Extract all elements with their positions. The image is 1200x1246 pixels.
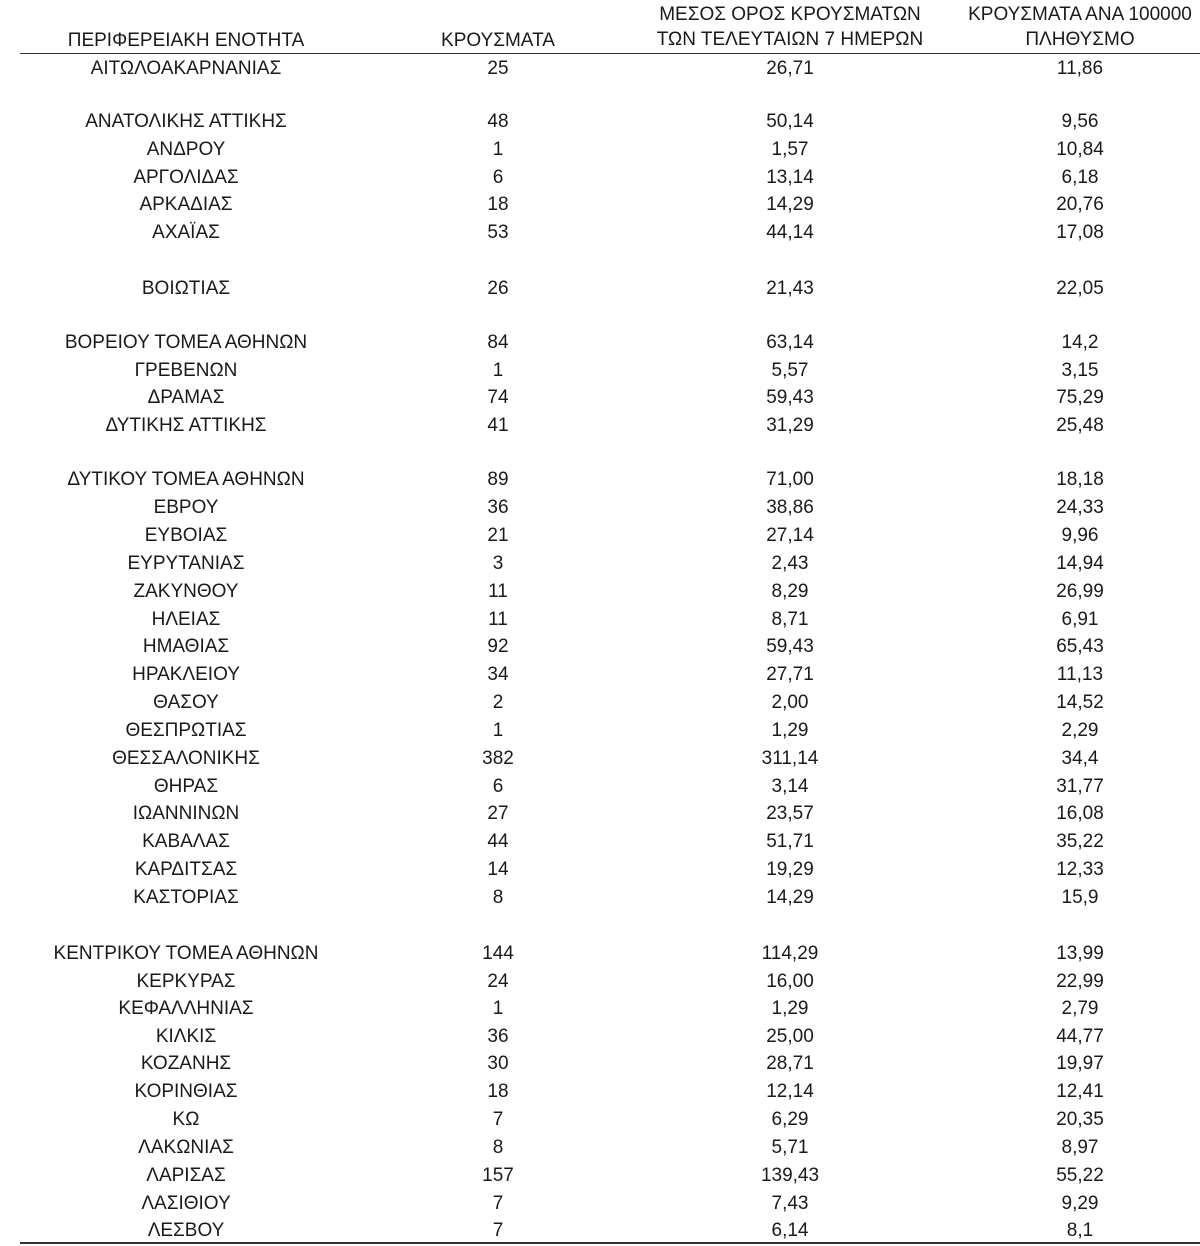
cases-cell: 7 — [492, 1109, 504, 1130]
table-row — [0, 1106, 1200, 1134]
table-row — [0, 1050, 1200, 1078]
table-row — [0, 995, 1200, 1023]
seven-day-average-cell: 21,43 — [766, 278, 814, 299]
seven-day-average-cell: 1,29 — [771, 720, 809, 741]
seven-day-average-cell: 44,14 — [766, 222, 814, 243]
cases-per-100000-cell: 9,56 — [1061, 111, 1099, 132]
region-cell: ΛΑΚΩΝΙΑΣ — [138, 1137, 234, 1158]
table-row — [0, 466, 1200, 494]
table-row — [0, 884, 1200, 912]
cases-cell: 6 — [492, 167, 504, 188]
cases-cell: 7 — [492, 1193, 504, 1214]
region-cell: ΑΝΑΤΟΛΙΚΗΣ ΑΤΤΙΚΗΣ — [85, 111, 287, 132]
region-cell: ΚΟΡΙΝΘΙΑΣ — [134, 1081, 238, 1102]
region-cell: ΔΡΑΜΑΣ — [147, 387, 225, 408]
cases-per-100000-cell: 22,05 — [1056, 278, 1104, 299]
cases-per-100000-cell: 19,97 — [1056, 1053, 1104, 1074]
region-cell: ΘΕΣΠΡΩΤΙΑΣ — [125, 720, 247, 741]
region-cell: ΑΙΤΩΛΟΑΚΑΡΝΑΝΙΑΣ — [90, 58, 282, 79]
cases-per-100000-cell: 3,15 — [1061, 360, 1099, 381]
region-cell: ΑΝΔΡΟΥ — [146, 139, 226, 160]
cases-per-100000-cell: 6,18 — [1061, 167, 1099, 188]
table-row — [0, 1134, 1200, 1162]
column-header-per-100000-line1: ΚΡΟΥΣΜΑΤΑ ΑΝΑ 100000 — [968, 4, 1192, 25]
cases-cell: 1 — [492, 998, 504, 1019]
cases-cell: 1 — [492, 139, 504, 160]
cases-cell: 8 — [492, 887, 504, 908]
table-row — [0, 357, 1200, 385]
cases-cell: 89 — [487, 469, 509, 490]
seven-day-average-cell: 38,86 — [766, 497, 814, 518]
column-header-7day-average-line1: ΜΕΣΟΣ ΟΡΟΣ ΚΡΟΥΣΜΑΤΩΝ — [659, 4, 921, 25]
cases-per-100000-cell: 17,08 — [1056, 222, 1104, 243]
cases-cell: 1 — [492, 360, 504, 381]
seven-day-average-cell: 31,29 — [766, 415, 814, 436]
cases-per-100000-cell: 14,52 — [1056, 692, 1104, 713]
seven-day-average-cell: 63,14 — [766, 332, 814, 353]
bottom-divider — [20, 1242, 1200, 1244]
region-cell: ΘΗΡΑΣ — [153, 776, 219, 797]
seven-day-average-cell: 14,29 — [766, 194, 814, 215]
cases-cell: 44 — [487, 831, 509, 852]
cases-cell: 11 — [488, 581, 508, 602]
table-row — [0, 55, 1200, 83]
seven-day-average-cell: 27,71 — [766, 664, 814, 685]
seven-day-average-cell: 23,57 — [766, 803, 814, 824]
seven-day-average-cell: 51,71 — [766, 831, 814, 852]
seven-day-average-cell: 6,14 — [771, 1220, 809, 1241]
table-row — [0, 968, 1200, 996]
seven-day-average-cell: 50,14 — [766, 111, 814, 132]
cases-per-100000-cell: 16,08 — [1056, 803, 1104, 824]
cases-per-100000-cell: 44,77 — [1056, 1026, 1104, 1047]
region-cell: ΚΩ — [172, 1109, 200, 1130]
table-row — [0, 773, 1200, 801]
cases-per-100000-cell: 2,79 — [1061, 998, 1099, 1019]
region-cell: ΕΒΡΟΥ — [153, 497, 219, 518]
cases-per-100000-cell: 31,77 — [1056, 776, 1104, 797]
cases-per-100000-cell: 65,43 — [1056, 636, 1104, 657]
table-row — [0, 856, 1200, 884]
cases-per-100000-cell: 14,94 — [1056, 553, 1104, 574]
cases-per-100000-cell: 13,99 — [1056, 943, 1104, 964]
region-cell: ΗΜΑΘΙΑΣ — [142, 636, 230, 657]
table-row — [0, 494, 1200, 522]
cases-cell: 30 — [487, 1053, 509, 1074]
region-cell: ΚΟΖΑΝΗΣ — [140, 1053, 232, 1074]
cases-per-100000-cell: 11,13 — [1056, 664, 1104, 685]
column-header-per-100000-line2: ΠΛΗΘΥΣΜΟ — [1025, 29, 1135, 50]
seven-day-average-cell: 12,14 — [766, 1081, 814, 1102]
cases-per-100000-cell: 35,22 — [1056, 831, 1104, 852]
table-row — [0, 661, 1200, 689]
seven-day-average-cell: 26,71 — [766, 58, 814, 79]
cases-cell: 8 — [492, 1137, 504, 1158]
region-cell: ΚΑΣΤΟΡΙΑΣ — [133, 887, 239, 908]
cases-cell: 25 — [487, 58, 509, 79]
region-cell: ΚΕΦΑΛΛΗΝΙΑΣ — [118, 998, 254, 1019]
seven-day-average-cell: 8,29 — [771, 581, 809, 602]
cases-per-100000-cell: 20,76 — [1056, 194, 1104, 215]
cases-cell: 36 — [487, 1026, 509, 1047]
cases-cell: 3 — [492, 553, 504, 574]
table-row — [0, 689, 1200, 717]
cases-cell: 1 — [492, 720, 504, 741]
cases-cell: 92 — [487, 636, 509, 657]
cases-cell: 36 — [487, 497, 509, 518]
table-row — [0, 108, 1200, 136]
cases-per-100000-cell: 11,86 — [1056, 58, 1104, 79]
region-cell: ΘΕΣΣΑΛΟΝΙΚΗΣ — [112, 748, 260, 769]
seven-day-average-cell: 2,00 — [771, 692, 809, 713]
region-cell: ΚΑΒΑΛΑΣ — [142, 831, 230, 852]
cases-per-100000-cell: 24,33 — [1056, 497, 1104, 518]
region-cell: ΚΑΡΔΙΤΣΑΣ — [134, 859, 238, 880]
seven-day-average-cell: 6,29 — [771, 1109, 809, 1130]
table-row — [0, 828, 1200, 856]
seven-day-average-cell: 28,71 — [766, 1053, 814, 1074]
region-cell: ΘΑΣΟΥ — [153, 692, 219, 713]
cases-per-100000-cell: 8,1 — [1066, 1220, 1094, 1241]
table-row — [0, 633, 1200, 661]
cases-per-100000-cell: 25,48 — [1056, 415, 1104, 436]
region-cell: ΕΥΡΥΤΑΝΙΑΣ — [127, 553, 245, 574]
cases-cell: 18 — [487, 1081, 509, 1102]
cases-per-100000-cell: 12,33 — [1056, 859, 1104, 880]
table-row — [0, 384, 1200, 412]
cases-cell: 144 — [482, 943, 514, 964]
cases-per-100000-cell: 75,29 — [1056, 387, 1104, 408]
cases-cell: 6 — [492, 776, 504, 797]
cases-cell: 24 — [487, 971, 509, 992]
table-row — [0, 578, 1200, 606]
region-cell: ΛΕΣΒΟΥ — [147, 1220, 225, 1241]
table-row — [0, 275, 1200, 303]
cases-cell: 34 — [487, 664, 509, 685]
cases-per-100000-cell: 9,29 — [1061, 1193, 1099, 1214]
cases-cell: 157 — [482, 1165, 514, 1186]
region-cell: ΗΡΑΚΛΕΙΟΥ — [132, 664, 240, 685]
cases-per-100000-cell: 2,29 — [1061, 720, 1099, 741]
table-row — [0, 1023, 1200, 1051]
region-cell: ΛΑΣΙΘΙΟΥ — [141, 1193, 231, 1214]
table-row — [0, 550, 1200, 578]
seven-day-average-cell: 1,29 — [771, 998, 809, 1019]
seven-day-average-cell: 7,43 — [771, 1193, 809, 1214]
cases-per-100000-cell: 14,2 — [1061, 332, 1099, 353]
table-row — [0, 606, 1200, 634]
region-cell: ΕΥΒΟΙΑΣ — [144, 525, 228, 546]
seven-day-average-cell: 2,43 — [771, 553, 809, 574]
table-row — [0, 412, 1200, 440]
table-row — [0, 745, 1200, 773]
cases-cell: 18 — [487, 194, 509, 215]
cases-cell: 74 — [487, 387, 509, 408]
region-cell: ΚΕΡΚΥΡΑΣ — [136, 971, 236, 992]
cases-per-100000-cell: 55,22 — [1056, 1165, 1104, 1186]
seven-day-average-cell: 8,71 — [771, 609, 809, 630]
cases-cell: 14 — [487, 859, 509, 880]
cases-per-100000-cell: 6,91 — [1061, 609, 1099, 630]
region-cell: ΙΩΑΝΝΙΝΩΝ — [132, 803, 240, 824]
region-cell: ΓΡΕΒΕΝΩΝ — [134, 360, 238, 381]
table-row — [0, 219, 1200, 247]
seven-day-average-cell: 114,29 — [761, 943, 819, 964]
region-cell: ΔΥΤΙΚΗΣ ΑΤΤΙΚΗΣ — [105, 415, 267, 436]
region-cell: ΑΧΑΪΑΣ — [152, 222, 220, 243]
seven-day-average-cell: 19,29 — [766, 859, 814, 880]
seven-day-average-cell: 5,71 — [771, 1137, 809, 1158]
seven-day-average-cell: 14,29 — [766, 887, 814, 908]
region-cell: ΚΙΛΚΙΣ — [155, 1026, 217, 1047]
seven-day-average-cell: 311,14 — [761, 748, 819, 769]
seven-day-average-cell: 25,00 — [766, 1026, 814, 1047]
seven-day-average-cell: 1,57 — [771, 139, 809, 160]
table-row — [0, 800, 1200, 828]
table-row — [0, 1217, 1200, 1245]
region-cell: ΖΑΚΥΝΘΟΥ — [133, 581, 239, 602]
column-header-cases: ΚΡΟΥΣΜΑΤΑ — [441, 30, 555, 51]
seven-day-average-cell: 13,14 — [766, 167, 814, 188]
seven-day-average-cell: 16,00 — [766, 971, 814, 992]
cases-per-100000-cell: 34,4 — [1061, 748, 1099, 769]
table-row — [0, 191, 1200, 219]
cases-per-100000-cell: 20,35 — [1056, 1109, 1104, 1130]
cases-per-100000-cell: 12,41 — [1056, 1081, 1104, 1102]
cases-cell: 26 — [487, 278, 509, 299]
seven-day-average-cell: 5,57 — [771, 360, 809, 381]
seven-day-average-cell: 71,00 — [766, 469, 814, 490]
table-row — [0, 164, 1200, 192]
table-row — [0, 136, 1200, 164]
cases-per-100000-cell: 9,96 — [1061, 525, 1099, 546]
cases-cell: 41 — [487, 415, 509, 436]
cases-cell: 21 — [487, 525, 509, 546]
seven-day-average-cell: 27,14 — [766, 525, 814, 546]
cases-cell: 2 — [492, 692, 504, 713]
cases-cell: 7 — [492, 1220, 504, 1241]
region-cell: ΒΟΙΩΤΙΑΣ — [141, 278, 231, 299]
region-cell: ΚΕΝΤΡΙΚΟΥ ΤΟΜΕΑ ΑΘΗΝΩΝ — [53, 943, 319, 964]
region-cell: ΑΡΓΟΛΙΔΑΣ — [133, 167, 239, 188]
cases-cell: 84 — [487, 332, 509, 353]
table-row — [0, 522, 1200, 550]
table-row — [0, 1078, 1200, 1106]
seven-day-average-cell: 3,14 — [771, 776, 809, 797]
column-header-7day-average-line2: ΤΩΝ ΤΕΛΕΥΤΑΙΩΝ 7 ΗΜΕΡΩΝ — [656, 29, 924, 50]
table-row — [0, 329, 1200, 357]
table-row — [0, 717, 1200, 745]
cases-per-100000-cell: 26,99 — [1056, 581, 1104, 602]
column-header-region: ΠΕΡΙΦΕΡΕΙΑΚΗ ΕΝΟΤΗΤΑ — [67, 30, 305, 51]
region-cell: ΒΟΡΕΙΟΥ ΤΟΜΕΑ ΑΘΗΝΩΝ — [64, 332, 308, 353]
region-cell: ΑΡΚΑΔΙΑΣ — [139, 194, 233, 215]
cases-cell: 382 — [482, 748, 514, 769]
seven-day-average-cell: 59,43 — [766, 636, 814, 657]
region-cell: ΗΛΕΙΑΣ — [151, 609, 221, 630]
cases-per-100000-cell: 10,84 — [1056, 139, 1104, 160]
cases-per-100000-cell: 18,18 — [1056, 469, 1104, 490]
cases-cell: 53 — [487, 222, 509, 243]
seven-day-average-cell: 59,43 — [766, 387, 814, 408]
table-row — [0, 1162, 1200, 1190]
table-row — [0, 1190, 1200, 1218]
cases-per-100000-cell: 22,99 — [1056, 971, 1104, 992]
cases-per-100000-cell: 8,97 — [1061, 1137, 1099, 1158]
table-row — [0, 940, 1200, 968]
cases-per-100000-cell: 15,9 — [1061, 887, 1099, 908]
cases-cell: 48 — [487, 111, 509, 132]
cases-cell: 27 — [487, 803, 509, 824]
cases-cell: 11 — [488, 609, 508, 630]
region-cell: ΛΑΡΙΣΑΣ — [146, 1165, 226, 1186]
region-cell: ΔΥΤΙΚΟΥ ΤΟΜΕΑ ΑΘΗΝΩΝ — [67, 469, 305, 490]
seven-day-average-cell: 139,43 — [760, 1165, 820, 1186]
